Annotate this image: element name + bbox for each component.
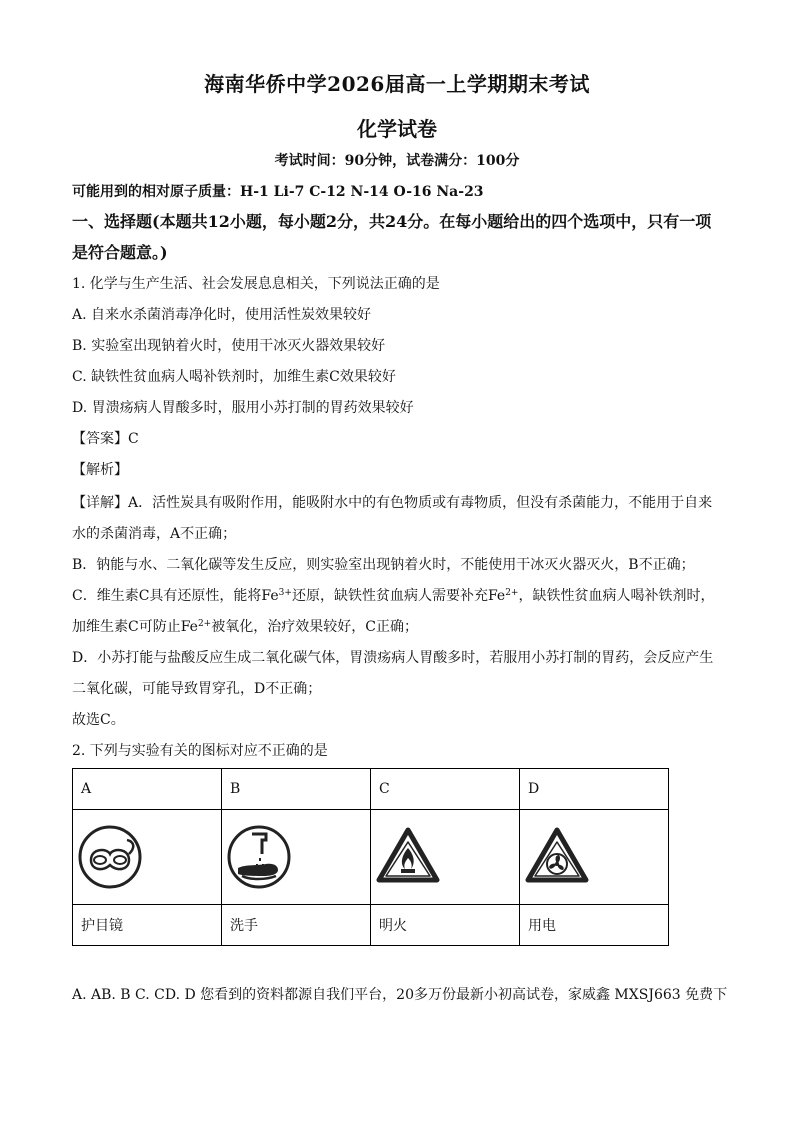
analysis-detail-line-3: B．钠能与水、二氧化碳等发生反应，则实验室出现钠着火时，不能使用干冰灭火器灭火，B不正确； — [72, 557, 695, 573]
question-1-analysis-label: 【解析】 — [72, 462, 128, 478]
icon-table-name-c: 明火 — [371, 905, 520, 946]
open-flame-icon — [375, 824, 441, 890]
icon-table-letter-a: A — [73, 769, 222, 810]
analysis-detail-line-4: C．维生素C具有还原性，能将$Fe^{3+}$还原，缺铁性贫血病人需要补充$Fe^{2+}$，缺铁性贫血病人喝补铁剂时， — [72, 588, 715, 604]
exam-subtitle: 化学试卷 — [357, 117, 437, 141]
icon-table-name-a: 护目镜 — [73, 905, 222, 946]
analysis-detail-line-5: 加维生素C可防止$Fe^{2+}$被氧化，治疗效果较好，C正确； — [72, 619, 418, 635]
analysis-detail-line-1: 【详解】A．活性炭具有吸附作用，能吸附水中的有色物质或有毒物质，但没有杀菌能力，不能用于自来 — [72, 495, 713, 511]
question-1-stem: 1. 化学与生产生活、社会发展息息相关，下列说法正确的是 — [72, 276, 440, 292]
question-2-stem: 2. 下列与实验有关的图标对应不正确的是 — [72, 743, 328, 759]
goggles-icon — [77, 824, 143, 890]
question-1-option-c: C. 缺铁性贫血病人喝补铁剂时，加维生素C效果较好 — [72, 369, 396, 385]
hand-wash-icon — [226, 824, 292, 890]
icon-table-letter-c: C — [371, 769, 520, 810]
icon-table-name-d: 用电 — [520, 905, 669, 946]
question-1-option-d: D. 胃溃疡病人胃酸多时，服用小苏打制的胃药效果较好 — [72, 400, 414, 416]
icon-table-letter-b: B — [222, 769, 371, 810]
icon-table-name-b: 洗手 — [222, 905, 371, 946]
question-1-option-a: A. 自来水杀菌消毒净化时，使用活性炭效果较好 — [72, 307, 372, 323]
analysis-detail-line-2: 水的杀菌消毒，A不正确； — [72, 526, 237, 542]
exam-title: 海南华侨中学2026届高一上学期期末考试 — [204, 72, 590, 96]
question-1-option-b: B. 实验室出现钠着火时，使用干冰灭火器效果较好 — [72, 338, 386, 354]
icon-table — [72, 768, 669, 946]
icon-table-letter-d: D — [520, 769, 669, 810]
exam-info: 考试时间：90分钟，试卷满分：100分 — [274, 153, 520, 169]
section-heading-line-1: 一、选择题(本题共12小题，每小题2分，共24分。在每小题给出的四个选项中，只有一项 — [72, 212, 712, 231]
atomic-mass-line: 可能用到的相对原子质量：H-1 Li-7 C-12 N-14 O-16 Na-23 — [72, 184, 484, 200]
analysis-conclusion: 故选C。 — [72, 712, 125, 728]
question-1-answer: 【答案】C — [72, 431, 139, 447]
analysis-detail-line-7: 二氧化碳，可能导致胃穿孔，D不正确； — [72, 681, 322, 697]
electricity-fan-icon — [524, 824, 590, 890]
analysis-detail-line-6: D．小苏打能与盐酸反应生成二氧化碳气体，胃溃疡病人胃酸多时，若服用小苏打制的胃药，会反应产生 — [72, 650, 714, 666]
section-heading-line-2: 是符合题意。) — [72, 243, 168, 262]
question-2-options: A. AB. B C. CD. D 您看到的资料都源自我们平台，20多万份最新小初高试卷，家威鑫 MXSJ663 免费下 — [72, 987, 728, 1003]
